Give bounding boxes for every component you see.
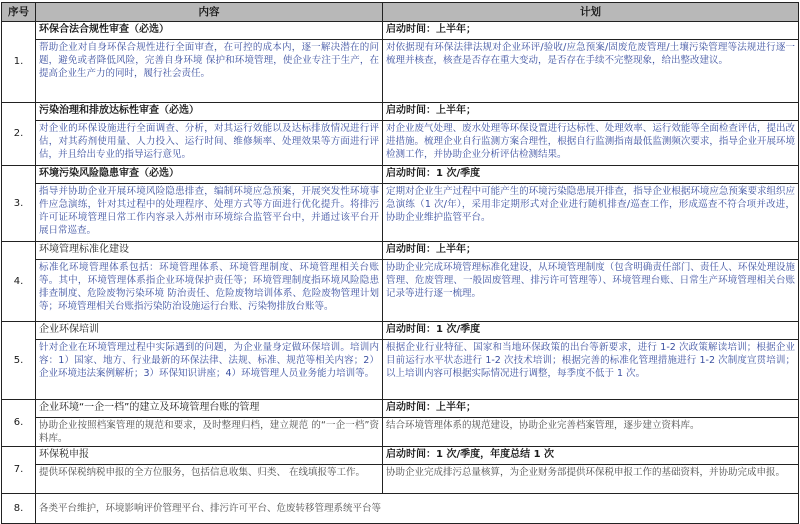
item-description: 对企业的环保设施进行全面调查、分析，对其运行效能以及达标排放情况进行评估，对其药剂使用量、人力投入、运行时间、维修频率、处理效果等方面进行评估，并且给出专业的指导运行意见。: [39, 122, 379, 161]
item-description: 各类平台维护，环境影响评价管理平台、排污许可平台、危废转移管理系统平台等: [39, 502, 382, 514]
item-description: 标准化环境管理体系包括：环境管理体系、环境管理制度、环境管理相关台账等。其中，环境管理体系指企业环境保护责任等；环境管理制度指环境风险隐患排查制度、危险废物污染环境 防治责任、危险废物培训体系、危险废物管理计划等；环境管理相关台账指污染防治设施运行台账、污染物排放台账等。: [39, 261, 379, 313]
item-title: 企业环境“一企一档”的建立及环境管理台账的管理: [36, 400, 382, 418]
row-number: 8.: [2, 494, 36, 524]
header-no: 序号: [2, 3, 36, 22]
plan-start-time: 启动时间：上半年；: [383, 242, 798, 260]
table-row: [2, 494, 799, 524]
table-row: [2, 22, 799, 103]
plan-description: 对依据现有环保法律法规对企业环评/验收/应急预案/固废危废管理/土壤污染管理等法规进行逐一梳理并核查，核查是否存在重大变动，是否存在手续不完整现象，给出整改建议。: [386, 41, 795, 66]
table-row: [2, 242, 799, 322]
plan-cell: [383, 322, 799, 400]
plan-cell: [383, 22, 799, 103]
item-title: 污染治理和排放达标性审查（必选）: [36, 103, 382, 121]
plan-description: 结合环境管理体系的规范建设，协助企业完善档案管理，逐步建立资料库。: [386, 419, 700, 431]
plan-description: 协助企业完成排污总量核算，为企业财务部提供环保税申报工作的基础资料，并协助完成申报。: [386, 466, 786, 478]
plan-description: 根据企业行业特征、国家和当地环保政策的出台等新要求，进行 1-2 次政策解读培训；根据企业目前运行水平状态进行 1-2 次技术培训；根据完善的标准化管理措施进行 1-2 次制度宣贯培训；以上培训内容可根据实际情况进行调整，每季度不低于 1 次。: [386, 341, 795, 380]
table-row: [2, 166, 799, 242]
row-number: 6.: [2, 400, 36, 447]
row-number: 3.: [2, 166, 36, 242]
table-header-row: [2, 3, 799, 22]
item-description: 针对企业在环境管理过程中实际遇到的问题，为企业量身定做环保培训。培训内容：1）国家、地方、行业最新的环保法律、法规、标准、规范等相关内容；2）企业环境违法案例解析；3）环保知识讲座；4）环境管理人员业务能力培训等。: [39, 341, 379, 380]
content-cell: [36, 322, 383, 400]
table-row: [2, 400, 799, 447]
item-description: 协助企业按照档案管理的规范和要求，及时整理归档，建立规范 的“一企一档”资料库。: [39, 419, 379, 444]
item-description: 提供环保税纳税申报的全方位服务，包括信息收集、归类、 在线填报等工作。: [39, 466, 366, 478]
plan-description: 定期对企业生产过程中可能产生的环境污染隐患展开排查，指导企业根据环境应急预案要求组织应急演练（1 次/年），采用非定期形式对企业进行随机排查/巡查工作，形成巡查不符合项并改进，协助企业维护监管平台。: [386, 185, 795, 224]
header-plan: 计划: [383, 3, 799, 22]
plan-start-time: 启动时间：上半年；: [383, 400, 798, 418]
plan-start-time: 启动时间：上半年；: [383, 103, 798, 121]
plan-cell: [383, 103, 799, 166]
header-content: 内容: [36, 3, 383, 22]
content-cell: [36, 166, 383, 242]
content-cell: [36, 242, 383, 322]
table-row: [2, 322, 799, 400]
plan-start-time: 启动时间：1 次/季度: [383, 166, 798, 184]
content-cell: [36, 447, 383, 494]
plan-start-time: 启动时间：上半年；: [383, 22, 798, 40]
content-cell: [36, 22, 383, 103]
table-row: [2, 447, 799, 494]
item-title: 环境污染风险隐患审查（必选）: [36, 166, 382, 184]
plan-cell: [383, 400, 799, 447]
plan-description: 协助企业完成环境管理标准化建设，从环境管理制度（包含明确责任部门、责任人、环保处理设施管理、危废管理、一般固废管理、排污许可管理等）、环境管理台账、日常生产环境管理相关台账记录等进行逐一梳理。: [386, 261, 795, 300]
item-description: 帮助企业对自身环保合规性进行全面审查，在可控的成本内，逐一解决潜在的问题，避免或者降低风险，完善自身环境 保护和环境管理，使企业专注于生产，在提高企业生产力的同时，履行社会责任。: [39, 41, 379, 80]
content-cell-merged: [36, 494, 799, 524]
plan-description: 对企业废气处理、废水处理等环保设置进行达标性、处理效率、运行效能等全面检查评估，提出改进措施。梳理企业自行监测方案合理性，根据自行监测指南最低监测频次要求，指导企业开展环境检测工作，并协助企业分析评估检测结果。: [386, 122, 795, 161]
plan-cell: [383, 166, 799, 242]
plan-table: [1, 2, 799, 524]
row-number: 5.: [2, 322, 36, 400]
row-number: 7.: [2, 447, 36, 494]
plan-cell: [383, 242, 799, 322]
plan-start-time: 启动时间：1 次/季度，年度总结 1 次: [383, 447, 798, 465]
item-title: 环境管理标准化建设: [36, 242, 382, 260]
row-number: 1.: [2, 22, 36, 103]
content-cell: [36, 400, 383, 447]
table-row: [2, 103, 799, 166]
row-number: 4.: [2, 242, 36, 322]
row-number: 2.: [2, 103, 36, 166]
item-description: 指导并协助企业开展环境风险隐患排查，编制环境应急预案，开展突发性环境事件应急演练，针对其过程中的处理程序、处理方式等方面进行优化提升。将排污许可证环境管理日常工作内容录入苏州市环境综合监管平台中，并通过该平台开展日常巡查。: [39, 185, 379, 237]
plan-cell: [383, 447, 799, 494]
item-title: 环保合法合规性审查（必选）: [36, 22, 382, 40]
item-title: 环保税申报: [36, 447, 382, 465]
content-cell: [36, 103, 383, 166]
item-title: 企业环保培训: [36, 322, 382, 340]
plan-start-time: 启动时间：1 次/季度: [383, 322, 798, 340]
